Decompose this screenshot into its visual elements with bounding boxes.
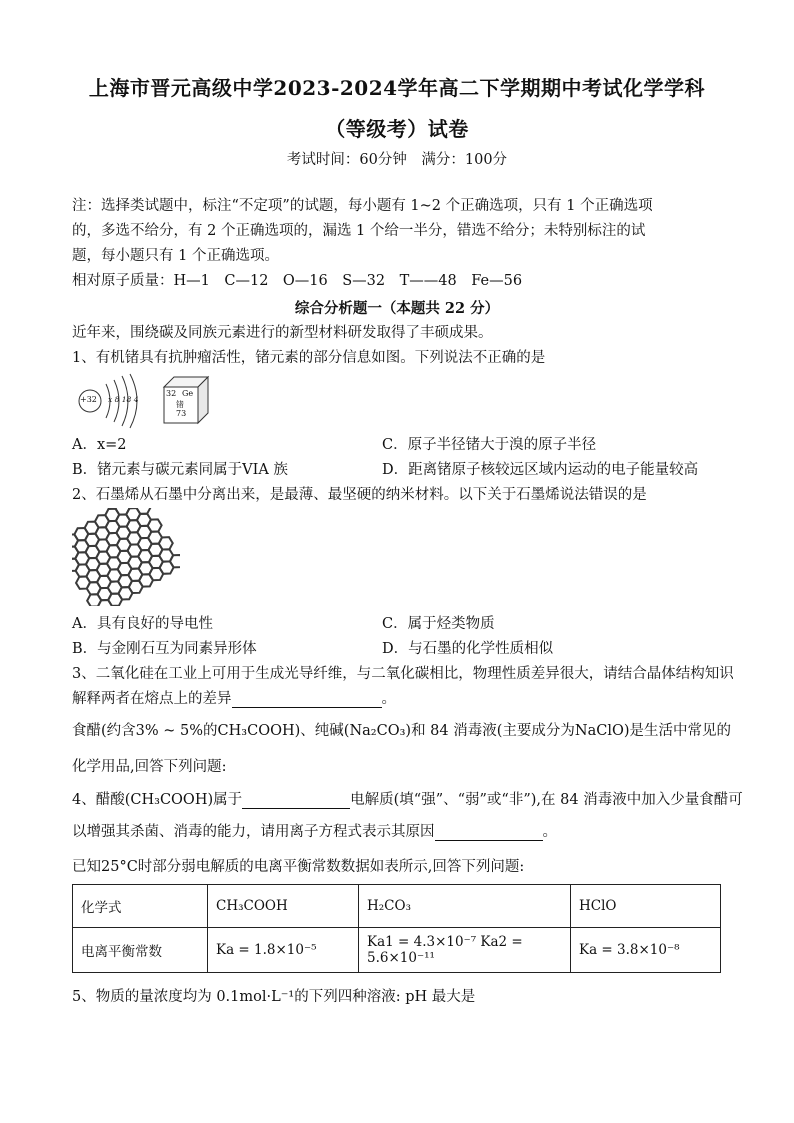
exam-info: 考试时间：60分钟 满分：100分 [286,152,508,168]
element-symbol: Ge [182,389,194,398]
graphene-hex-cell [168,552,180,570]
atom-nucleus-label: +32 [80,395,97,404]
q1-option-a: A．x=2 [72,437,127,453]
answer-blank-q4b[interactable] [435,824,543,841]
q1-option-c: C．原子半径锗大于溴的原子半径 [382,437,597,453]
graphene-structure-image [72,508,180,606]
notes-line3: 题，每小题只有 1 个正确选项。 [72,248,279,264]
passage-line1: 食醋(约含3% ~ 5%的CH₃COOH)、纯碱(Na₂CO₃)和 84 消毒液(主要成分为NaClO)是生活中常见的 [72,723,732,739]
q2-option-b: B．与金刚石互为同素异形体 [72,641,257,657]
table-header-cell: 化学式 [73,885,208,928]
page-title: 上海市晋元高级中学2023-2024学年高二下学期期中考试化学学科 [88,76,706,100]
q2-option-a: A．具有良好的导电性 [72,616,213,632]
question-5-stem: 5、物质的量浓度均为 0.1mol·L⁻¹的下列四种溶液: pH 最大是 [72,989,476,1005]
ionization-constant-table [72,884,721,973]
atomic-mass: 相对原子质量：H—1 C—12 O—16 S—32 T——48 Fe—56 [72,273,523,289]
section-intro: 近年来，围绕碳及同族元素进行的新型材料研发取得了丰硕成果。 [72,325,493,341]
table-cell: Ka = 3.8×10⁻⁸ [571,928,721,973]
table-header-cell: CH₃COOH [208,885,359,928]
notes-line1: 注：选择类试题中，标注“不定项”的试题，每小题有 1~2 个正确选项，只有 1 个正确选项 [72,198,653,214]
element-name: 锗 [176,400,184,409]
q1-option-b: B．锗元素与碳元素同属于VIA 族 [72,462,288,478]
notes-line2: 的，多选不给分，有 2 个正确选项的，漏选 1 个给一半分，错选不给分；未特别标注的试 [72,223,646,239]
q2-option-d: D．与石墨的化学性质相似 [382,641,554,657]
answer-blank-q3[interactable] [232,691,382,708]
atom-shells-label: x 8 18 4 [108,395,139,404]
element-number: 32 [166,389,177,398]
question-3-line2: 解释两者在熔点上的差异 。 [72,691,396,707]
table-row-label: 电离平衡常数 [73,928,208,973]
element-mass: 73 [176,409,187,418]
section-heading: 综合分析题一（本题共 22 分） [294,300,500,317]
answer-blank-q4a[interactable] [242,792,350,809]
question-4-line1: 4、醋酸(CH₃COOH)属于 电解质(填“强”、“弱”或“非”),在 84 消毒液中加入少量食醋可 [72,792,743,808]
q1-option-d: D．距离锗原子核较远区域内运动的电子能量较高 [382,462,699,478]
table-header-cell: HClO [571,885,721,928]
table-header-cell: H₂CO₃ [359,885,571,928]
table-intro: 已知25°C时部分弱电解质的电离平衡常数数据如表所示,回答下列问题: [72,859,525,875]
question-3-line1: 3、二氧化硅在工业上可用于生成光导纤维，与二氧化碳相比，物理性质差异很大，请结合晶体结构知识 [72,666,734,682]
q2-option-c: C．属于烃类物质 [382,616,495,632]
question-1-stem: 1、有机锗具有抗肿瘤活性，锗元素的部分信息如图。下列说法不正确的是 [72,350,546,366]
table-row [73,928,721,973]
table-header-row [73,885,721,928]
question-2-stem: 2、石墨烯从石墨中分离出来，是最薄、最坚硬的纳米材料。以下关于石墨烯说法错误的是 [72,487,647,503]
notes [72,194,724,294]
passage-line2: 化学用品,回答下列问题: [72,759,227,775]
question-4-line2: 以增强其杀菌、消毒的能力，请用离子方程式表示其原因 。 [72,824,557,840]
table-cell: Ka = 1.8×10⁻⁵ [208,928,359,973]
page-title-line2: （等级考）试卷 [325,117,469,141]
graphene-hex-cell [135,508,153,517]
table-cell: Ka1 = 4.3×10⁻⁷ Ka2 = 5.6×10⁻¹¹ [359,928,571,973]
